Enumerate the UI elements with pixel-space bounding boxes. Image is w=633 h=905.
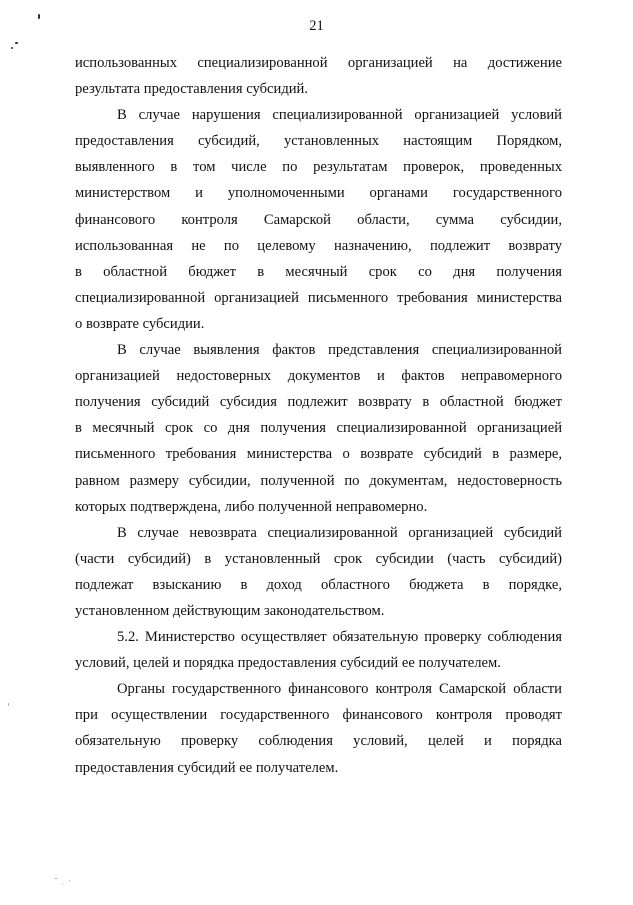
text-line: подлежат взысканию в доход областного бюджета в порядке, [75,576,562,593]
text-line: В случае невозврата специализированной организацией субсидий [117,524,562,541]
text-line: в областной бюджет в месячный срок со дня получения [75,263,562,280]
text-line: использованных специализированной организацией на достижение [75,55,562,71]
scan-speck [69,880,70,881]
paragraph-2 [75,102,562,337]
text-line: равном размеру субсидии, полученной по документам, недостоверность [75,472,562,489]
text-line: выявленного в том числе по результатам проверок, проведенных [75,159,562,176]
scan-speck [62,884,63,885]
text-line: в месячный срок со дня получения специализированной организацией [75,420,562,437]
text-line: при осуществлении государственного финансового контроля проводят [75,707,562,724]
text-line: Органы государственного финансового контроля Самарской области [117,681,562,698]
text-line: о возврате субсидии. [75,315,205,332]
text-line: В случае нарушения специализированной организацией условий [117,107,562,124]
paragraph-5 [75,624,562,676]
text-line: специализированной организацией письменного требования министерства [75,289,562,306]
text-line: В случае выявления фактов представления специализированной [117,342,562,359]
text-line: результата предоставления субсидий. [75,81,309,98]
page-number: 21 [309,18,324,34]
scan-speck [11,47,13,49]
scan-speck [38,14,40,19]
paragraph-6 [75,676,562,780]
paragraph-1 [75,50,562,102]
text-line: предоставления субсидий, установленных настоящим Порядком, [75,133,562,150]
text-line: использованная не по целевому назначению, подлежит возврату [75,237,562,254]
text-line: организацией недостоверных документов и фактов неправомерного [75,368,562,385]
text-line: установленном действующим законодательством. [75,602,385,619]
text-line: обязательную проверку соблюдения условий, целей и порядка [75,733,562,750]
document-body [75,50,562,781]
paragraph-4 [75,520,562,624]
text-line: финансового контроля Самарской области, сумма субсидии, [75,211,562,228]
text-line: министерством и уполномоченными органами государственного [75,185,562,202]
text-line: 5.2. Министерство осуществляет обязательную проверку соблюдения [117,629,562,646]
paragraph-3 [75,337,562,520]
text-line: предоставления субсидий ее получателем. [75,759,339,776]
scan-speck [8,703,9,706]
text-line: которых подтверждена, либо полученной неправомерно. [75,498,428,515]
text-line: письменного требования министерства о возврате субсидий в размере, [75,446,562,463]
scan-speck [55,878,57,879]
scan-speck [15,42,18,44]
text-line: условий, целей и порядка предоставления субсидий ее получателем. [75,655,501,672]
text-line: (части субсидий) в установленный срок субсидии (часть субсидий) [75,550,562,567]
text-line: получения субсидий субсидия подлежит возврату в областной бюджет [75,394,562,411]
